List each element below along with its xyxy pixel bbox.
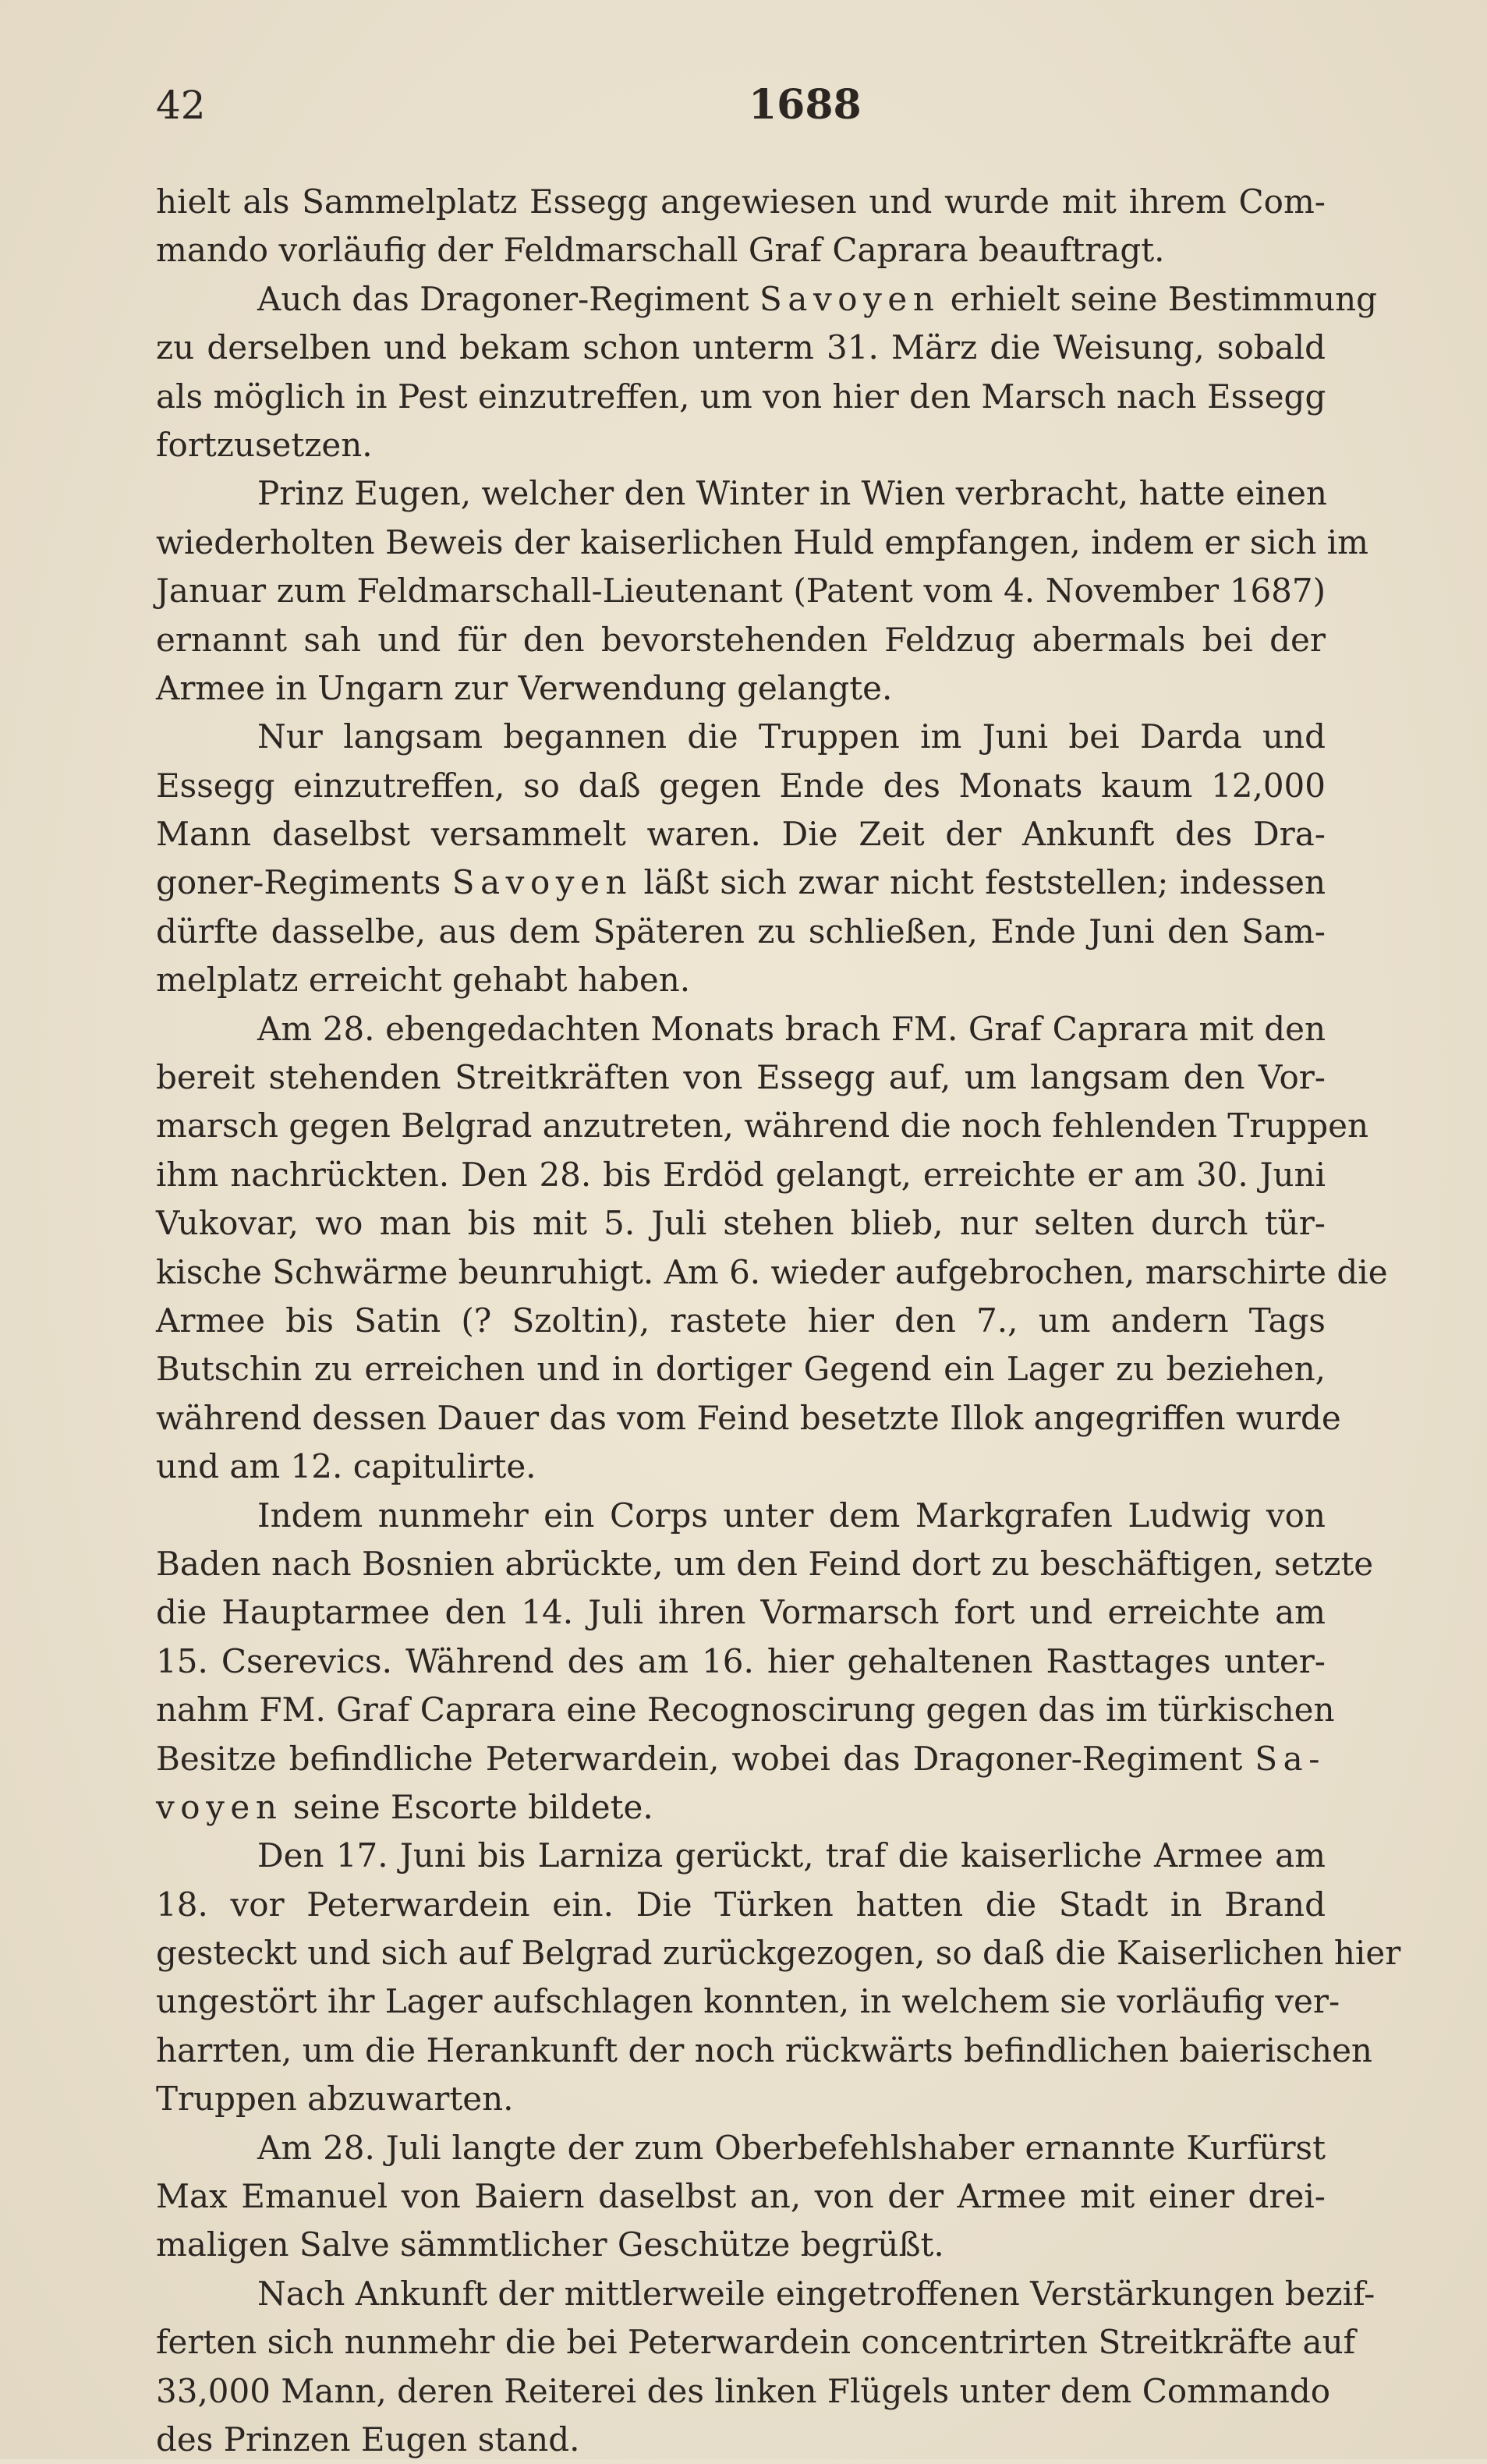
- running-title-year: 1688: [749, 81, 862, 129]
- text-line: Prinz Eugen, welcher den Winter in Wien verbracht, hatte einen: [257, 474, 1327, 513]
- text-line: Am 28. ebengedachten Monats brach FM. Graf Caprara mit den: [257, 1009, 1326, 1048]
- text-line: [156, 275, 1378, 324]
- text-line: melplatz erreicht gehabt haben.: [156, 961, 691, 1000]
- text-line: des Prinzen Eugen stand.: [156, 2420, 580, 2459]
- page-header: [156, 78, 1326, 133]
- text-line: bereit stehenden Streitkräften von Essegg auf, um langsam den Vor-: [156, 1058, 1326, 1097]
- text-line: [156, 1735, 1326, 1783]
- text-line: die Hauptarmee den 14. Juli ihren Vormarsch fort und erreichte am: [156, 1593, 1326, 1632]
- text-line: Vukovar, wo man bis mit 5. Juli stehen blieb, nur selten durch tür-: [156, 1204, 1326, 1243]
- text-line: Indem nunmehr ein Corps unter dem Markgrafen Ludwig von: [257, 1496, 1326, 1535]
- text-line: Essegg einzutreffen, so daß gegen Ende des Monats kaum 12,000: [156, 766, 1326, 805]
- text-line: marsch gegen Belgrad anzutreten, während die noch fehlenden Truppen: [156, 1106, 1369, 1145]
- text-line: Armee in Ungarn zur Verwendung gelangte.: [156, 668, 893, 707]
- text-line: [156, 859, 1326, 907]
- text-line: Truppen abzuwarten.: [156, 2080, 514, 2119]
- text-span: goner-Regiments: [156, 863, 441, 902]
- text-span: erhielt seine Bestimmung: [950, 279, 1378, 318]
- text-line: nahm FM. Graf Caprara eine Recognoscirung gegen das im türkischen: [156, 1690, 1335, 1729]
- text-line: ferten sich nunmehr die bei Peterwardein concentrirten Streitkräfte auf: [156, 2323, 1356, 2362]
- text-line: zu derselben und bekam schon unterm 31. März die Weisung, sobald: [156, 328, 1326, 367]
- body-text: [156, 178, 1401, 2464]
- text-line: und am 12. capitulirte.: [156, 1447, 536, 1486]
- text-line: Nach Ankunft der mittlerweile eingetroffenen Verstärkungen bezif-: [257, 2274, 1375, 2313]
- text-span: Auch das Dragoner-Regiment: [257, 279, 749, 318]
- text-line: während dessen Dauer das vom Feind besetzte Illok angegriffen wurde: [156, 1398, 1341, 1437]
- text-line: Den 17. Juni bis Larniza gerückt, traf die kaiserliche Armee am: [257, 1836, 1326, 1875]
- text-line: Baden nach Bosnien abrückte, um den Feind dort zu beschäftigen, setzte: [156, 1544, 1374, 1583]
- text-span: läßt sich zwar nicht feststellen; indessen: [643, 863, 1326, 902]
- text-span: Besitze befindliche Peterwardein, wobei das Dragoner-Regiment: [156, 1739, 1243, 1778]
- spaced-name: Savoyen: [451, 863, 633, 902]
- text-line: Mann daselbst versammelt waren. Die Zeit der Ankunft des Dra-: [156, 815, 1326, 854]
- text-line: 15. Cserevics. Während des am 16. hier gehaltenen Rasttages unter-: [156, 1641, 1326, 1680]
- text-line: Butschin zu erreichen und in dortiger Gegend ein Lager zu beziehen,: [156, 1350, 1326, 1389]
- text-line: ihm nachrückten. Den 28. bis Erdöd gelangt, erreichte er am 30. Juni: [156, 1155, 1326, 1194]
- text-line: als möglich in Pest einzutreffen, um von hier den Marsch nach Essegg: [156, 377, 1326, 416]
- text-line: kische Schwärme beunruhigt. Am 6. wieder aufgebrochen, marschirte die: [156, 1252, 1388, 1291]
- text-line: ernannt sah und für den bevorstehenden Feldzug abermals bei der: [156, 620, 1326, 659]
- text-line: hielt als Sammelplatz Essegg angewiesen und wurde mit ihrem Com-: [156, 182, 1326, 221]
- text-line: Januar zum Feldmarschall-Lieutenant (Patent vom 4. November 1687): [156, 572, 1326, 611]
- spaced-name: Savoyen: [759, 279, 940, 318]
- text-span: seine Escorte bildete.: [292, 1787, 653, 1826]
- text-line: Nur langsam begannen die Truppen im Juni bei Darda und: [257, 717, 1326, 756]
- text-line: 18. vor Peterwardein ein. Die Türken hatten die Stadt in Brand: [156, 1885, 1326, 1924]
- text-line: Max Emanuel von Baiern daselbst an, von der Armee mit einer drei-: [156, 2177, 1326, 2216]
- text-line: dürfte dasselbe, aus dem Späteren zu schließen, Ende Juni den Sam-: [156, 912, 1326, 951]
- text-line: Armee bis Satin (? Szoltin), rastete hier den 7., um andern Tags: [156, 1301, 1326, 1340]
- spaced-name: Sa-: [1255, 1739, 1326, 1778]
- text-line: Am 28. Juli langte der zum Oberbefehlshaber ernannte Kurfürst: [257, 2128, 1326, 2167]
- text-line: mando vorläufig der Feldmarschall Graf Caprara beauftragt.: [156, 231, 1165, 270]
- text-line: maligen Salve sämmtlicher Geschütze begrüßt.: [156, 2225, 944, 2264]
- page-number: 42: [156, 83, 206, 128]
- text-line: harrten, um die Herankunft der noch rückwärts befindlichen baierischen: [156, 2030, 1372, 2069]
- spaced-name: voyen: [156, 1787, 283, 1826]
- text-line: 33,000 Mann, deren Reiterei des linken Flügels unter dem Commando: [156, 2371, 1331, 2410]
- text-line: [156, 1783, 1326, 1832]
- text-line: ungestört ihr Lager aufschlagen konnten, in welchem sie vorläufig ver-: [156, 1982, 1340, 2021]
- text-line: wiederholten Beweis der kaiserlichen Huld empfangen, indem er sich im: [156, 522, 1368, 561]
- text-line: fortzusetzen.: [156, 425, 373, 464]
- text-line: gesteckt und sich auf Belgrad zurückgezogen, so daß die Kaiserlichen hier: [156, 1934, 1401, 1973]
